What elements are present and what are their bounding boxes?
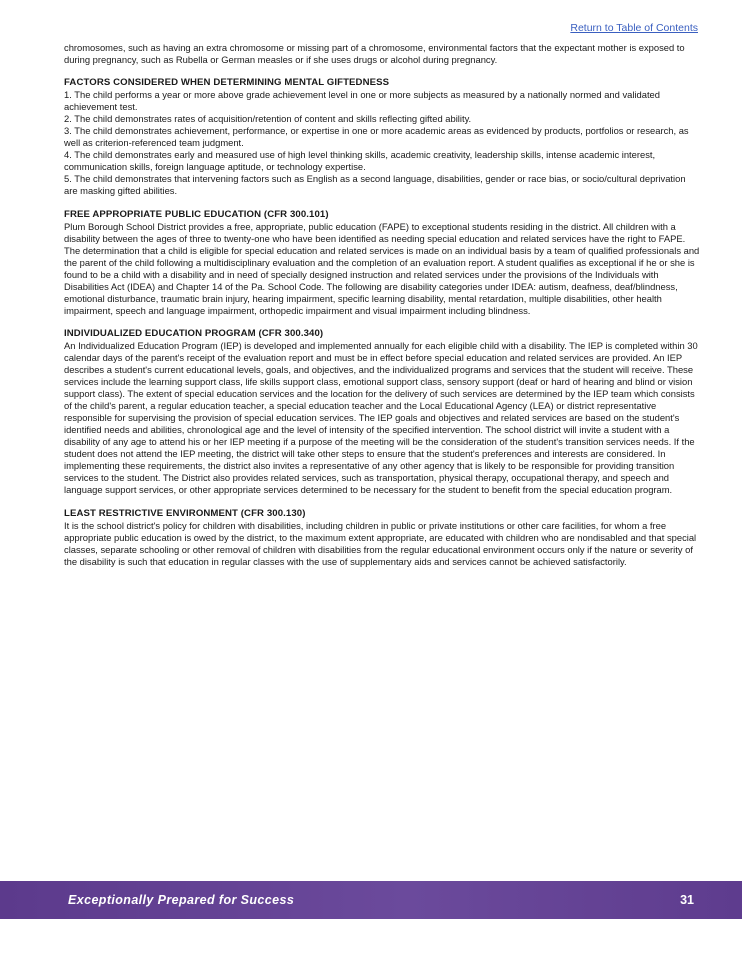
section-lre <box>64 508 700 568</box>
section-body: An Individualized Education Program (IEP) is developed and implemented annually for each eligible child with a disability. The IEP is completed within 30 calendar days of the parent's receipt of the evaluation report and must be in effect before special education and related services are provided. An IEP describes a student's current educational levels, goals, and objectives, and the individualized programs and services that the student will receive. These services include the learning support class, life skills support class, emotional support class, sensory support (deaf or hard of hearing and blind or vision support class). The extent of special education services and the location for the delivery of such services are determined by the IEP team which consists of the child's parent, a regular education teacher, a special education teacher and the Local Educational Agency (LEA) or district representative responsible for supervising the provision of special education services. The IEP goals and objectives and related services are based on the student's identified needs and abilities, chronological age and the level of intensity of the specified intervention. The school district will invite a student with a disability of any age to attend his or her IEP meeting if a purpose of the meeting will be the consideration of the student's transition services needs. If the student does not attend the IEP meeting, the district will take other steps to ensure that the student's preferences and interests are considered. In implementing these requirements, the district also invites a representative of any other agency that is likely to be responsible for providing transition services to the student. The District also provides related services, such as transportation, physical therapy, occupational therapy, and speech and language support services, or other appropriate services determined to be necessary for the student to benefit from the special education program. <box>64 339 698 496</box>
list-item: 5. The child demonstrates that intervening factors such as English as a second language, disabilities, gender or race bias, or socio/cultural deprivation are masking gifted abilities. <box>64 173 686 197</box>
section-mental-giftedness <box>64 77 700 197</box>
page-number: 31 <box>680 893 694 907</box>
section-fape <box>64 209 700 317</box>
section-body: It is the school district's policy for children with disabilities, including children in public or private institutions or other care facilities, for whom a free appropriate public education is owed by the district, to the maximum extent appropriate, are educated with children who are nondisabled and that special classes, separate schooling or other removal of children with disabilities from the regular educational environment occurs only if the nature or severity of the disability is such that education in regular classes with the use of supplementary aids and services cannot be achieved satisfactorily. <box>64 519 697 567</box>
list-item: 4. The child demonstrates early and measured use of high level thinking skills, academic creativity, leadership skills, intense academic interest, communication skills, foreign language aptitude, or technology expertise. <box>64 149 656 173</box>
list-item: 2. The child demonstrates rates of acquisition/retention of content and skills reflecting gifted ability. <box>64 113 472 125</box>
list-item: 3. The child demonstrates achievement, performance, or expertise in one or more academic areas as evidenced by products, portfolios or research, as well as criterion-referenced team judgment. <box>64 125 689 149</box>
section-heading: FACTORS CONSIDERED WHEN DETERMINING MENTAL GIFTEDNESS <box>64 77 390 89</box>
list-item: 1. The child performs a year or more above grade achievement level in one or more subjects as measured by a nationally normed and validated achievement test. <box>64 89 660 113</box>
footer-tagline: Exceptionally Prepared for Success <box>68 893 295 907</box>
section-heading: FREE APPROPRIATE PUBLIC EDUCATION (CFR 300.101) <box>64 208 329 220</box>
section-heading: LEAST RESTRICTIVE ENVIRONMENT (CFR 300.130) <box>64 507 306 519</box>
section-iep <box>64 328 700 497</box>
intro-paragraph: chromosomes, such as having an extra chromosome or missing part of a chromosome, environmental factors that the expectant mother is exposed to during pregnancy, such as Rubella or German measles or if she uses drugs or alcohol during pregnancy. <box>64 42 685 66</box>
section-body: Plum Borough School District provides a free, appropriate, public education (FAPE) to exceptional students residing in the district. All children with a disability between the ages of three to twenty-one who have been identified as needing special education and related services have the right to FAPE. The determination that a child is eligible for special education and related services is made on an individual basis by a team of qualified professionals and the parent of the child following a multidisciplinary evaluation and the completion of an evaluation report. A student qualifies as exceptional if he or she is found to be a child with a disability and in need of specially designed instruction and related services under the provisions of the Individuals with Disabilities Act (IDEA) and Chapter 14 of the Pa. School Code. The following are disability categories under IDEA: autism, deafness, deaf/blindness, emotional disturbance, traumatic brain injury, hearing impairment, specific learning disability, mental retardation, multiple disabilities, other health impairment, speech and language impairment, orthopedic impairment and visual impairment including blindness. <box>64 220 700 316</box>
return-to-toc-link[interactable]: Return to Table of Contents <box>570 22 698 34</box>
section-heading: INDIVIDUALIZED EDUCATION PROGRAM (CFR 300.340) <box>64 327 324 339</box>
document-body <box>64 42 700 568</box>
footer-band <box>0 881 742 919</box>
